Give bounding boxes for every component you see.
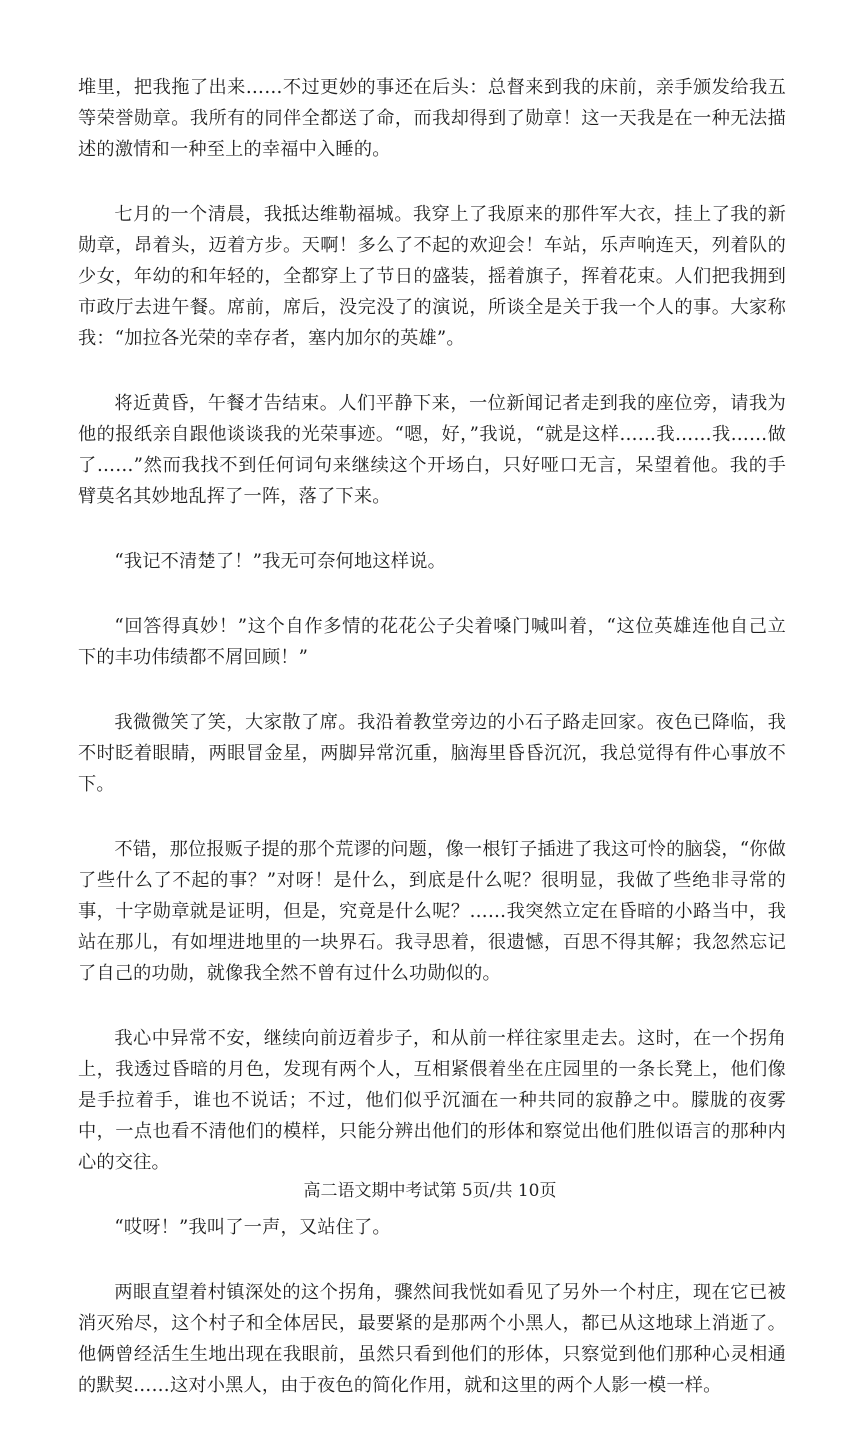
- document-page: [78, 72, 786, 1435]
- paragraph: 我微微笑了笑，大家散了席。我沿着教堂旁边的小石子路走回家。夜色已降临，我不时眨着眼睛，两眼冒金星，两脚异常沉重，脑海里昏昏沉沉，我总觉得有件心事放不下。: [78, 712, 786, 795]
- paragraph: 堆里，把我拖了出来……不过更妙的事还在后头：总督来到我的床前，亲手颁发给我五等荣誉勋章。我所有的同伴全都送了命，而我却得到了勋章！这一天我是在一种无法描述的激情和一种至上的幸福中入睡的。: [78, 77, 786, 160]
- paragraph: “哎呀！”我叫了一声，又站住了。: [114, 1217, 391, 1238]
- paragraph: 将近黄昏，午餐才告结束。人们平静下来，一位新闻记者走到我的座位旁，请我为他的报纸亲自跟他谈谈我的光荣事迹。“嗯，好，”我说，“就是这样……我……我……做了……”然而我找不到任何词句来继续这个开场白，只好哑口无言，呆望着他。我的手臂莫名其妙地乱挥了一阵，落了下来。: [78, 393, 786, 507]
- paragraph: 两眼直望着村镇深处的这个拐角，骤然间我恍如看见了另外一个村庄，现在它已被消灭殆尽，这个村子和全体居民，最要紧的是那两个小黑人，都已从这地球上消逝了。他俩曾经活生生地出现在我眼前，虽然只看到他们的形体，只察觉到他们那种心灵相通的默契……这对小黑人，由于夜色的简化作用，就和这里的两个人影一模一样。: [78, 1282, 786, 1396]
- page-footer: 高二语文期中考试第 5页/共 10页: [303, 1181, 557, 1201]
- paragraph: “回答得真妙！”这个自作多情的花花公子尖着嗓门喊叫着，“这位英雄连他自己立下的丰功伟绩都不屑回顾！”: [78, 616, 786, 668]
- paragraph: “我记不清楚了！”我无可奈何地这样说。: [114, 551, 446, 572]
- paragraph: 七月的一个清晨，我抵达维勒福城。我穿上了我原来的那件军大衣，挂上了我的新勋章，昂着头，迈着方步。天啊！多么了不起的欢迎会！车站，乐声响连天，列着队的少女，年幼的和年轻的，全都穿上了节日的盛装，摇着旗子，挥着花束。人们把我拥到市政厅去进午餐。席前，席后，没完没了的演说，所谈全是关于我一个人的事。大家称我：“加拉各光荣的幸存者，塞内加尔的英雄”。: [78, 204, 786, 349]
- paragraph: 不错，那位报贩子提的那个荒谬的问题，像一根钉子插进了我这可怜的脑袋，“你做了些什么了不起的事？”对呀！是什么，到底是什么呢？很明显，我做了些绝非寻常的事，十字勋章就是证明，但是，究竟是什么呢？……我突然立定在昏暗的小路当中，我站在那儿，有如埋进地里的一块界石。我寻思着，很遗憾，百思不得其解；我忽然忘记了自己的功勋，就像我全然不曾有过什么功勋似的。: [78, 839, 786, 984]
- paragraph: 我心中异常不安，继续向前迈着步子，和从前一样往家里走去。这时，在一个拐角上，我透过昏暗的月色，发现有两个人，互相紧偎着坐在庄园里的一条长凳上，他们像是手拉着手，谁也不说话；不过，他们似乎沉湎在一种共同的寂静之中。朦胧的夜雾中，一点也看不清他们的模样，只能分辨出他们的形体和察觉出他们胜似语言的那种内心的交往。: [78, 1028, 786, 1173]
